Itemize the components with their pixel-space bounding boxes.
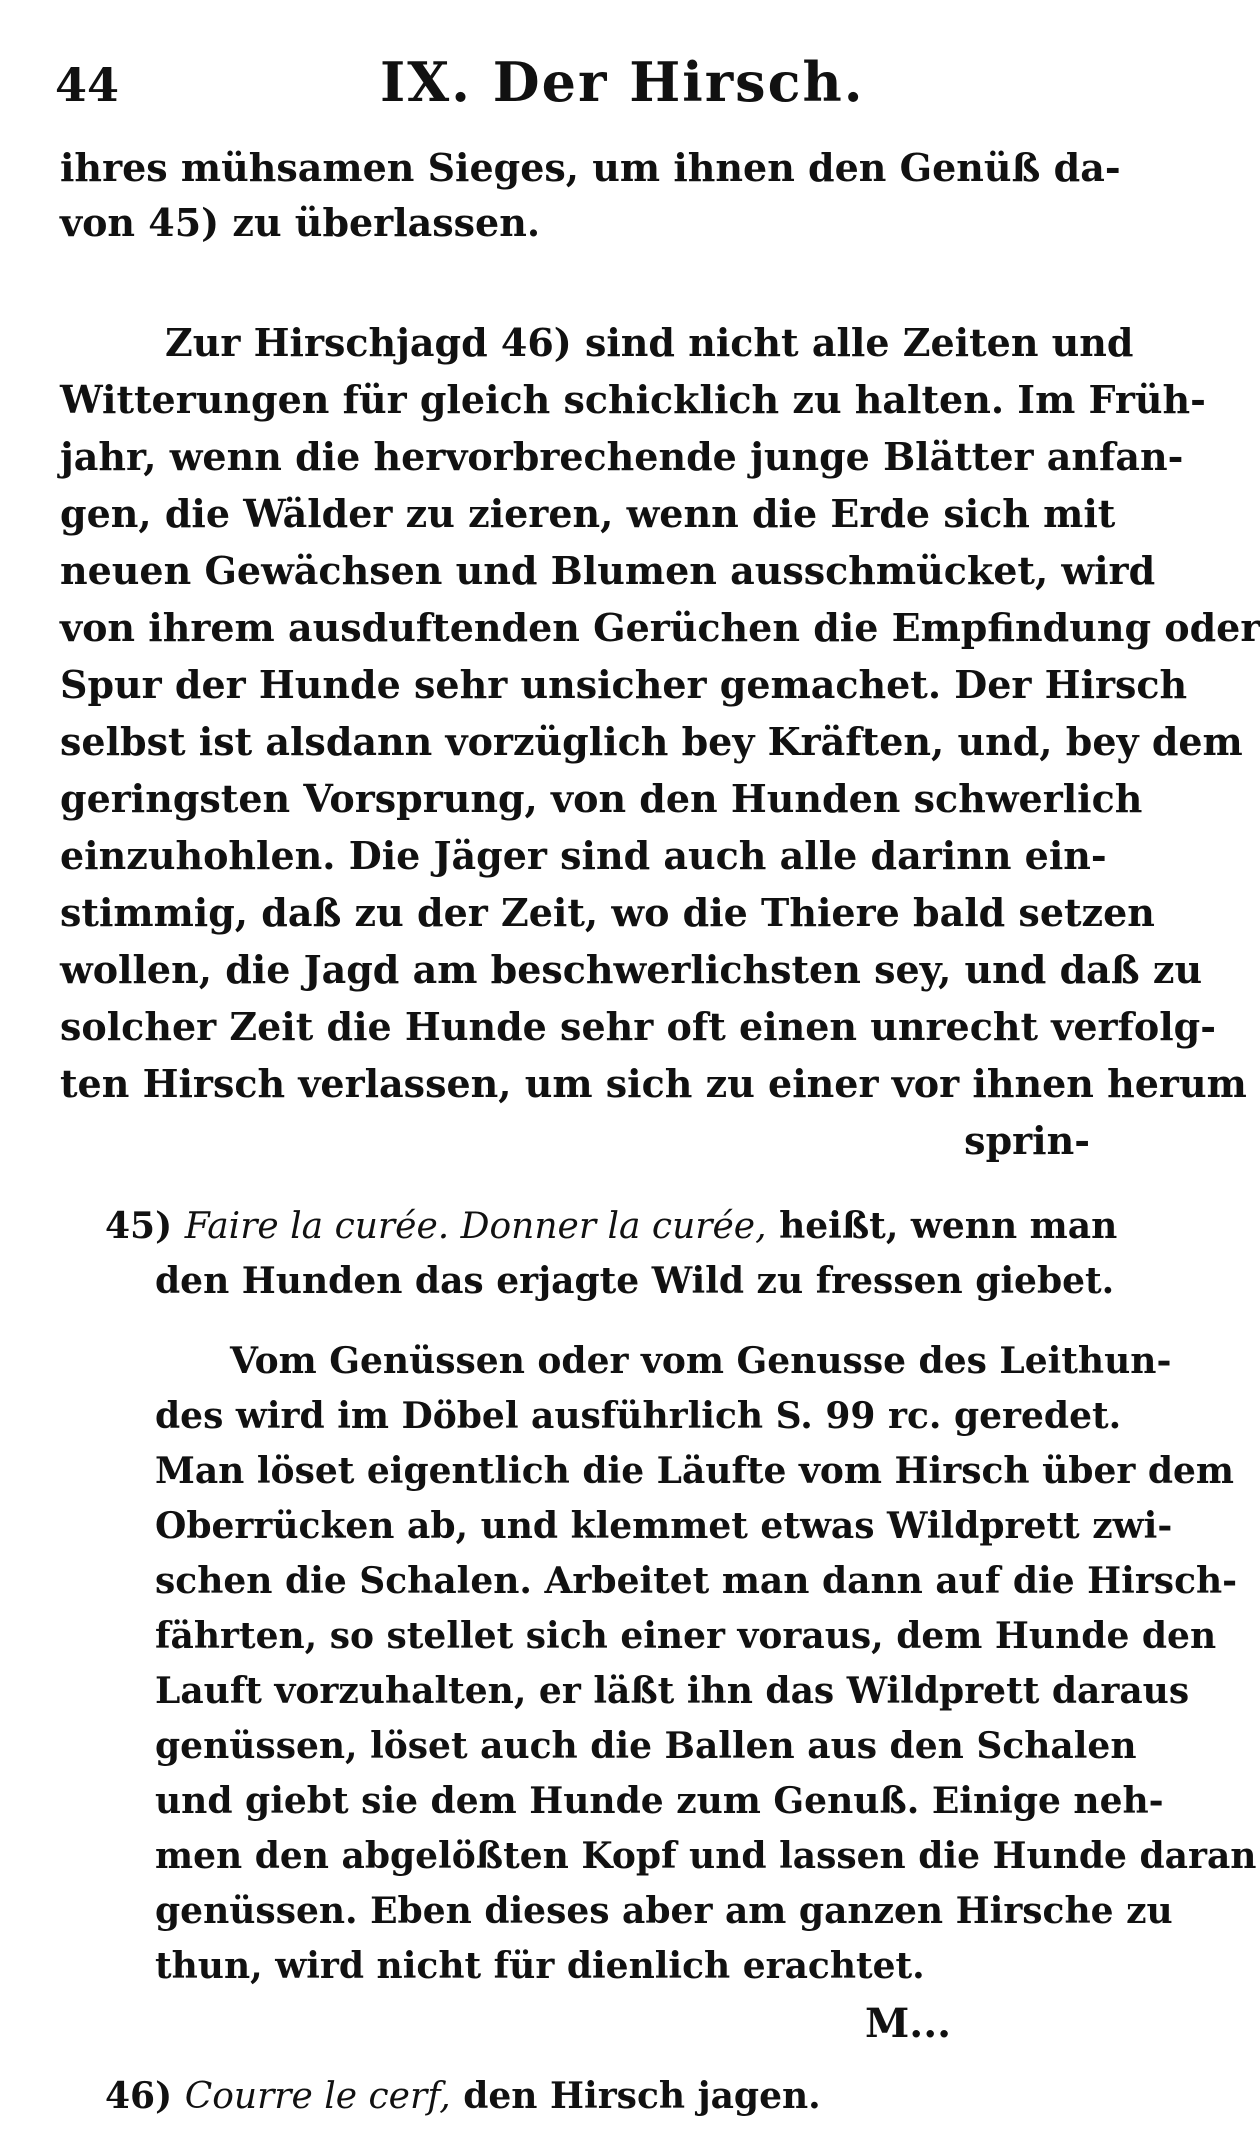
- chapter-title: IX. Der Hirsch.: [380, 50, 865, 114]
- footnote-italic: Faire la curée. Donner la curée,: [184, 1206, 767, 1247]
- catchword: sprin-: [964, 1118, 1090, 1163]
- page-number: 44: [55, 58, 120, 112]
- text-line: stimmig, daß zu der Zeit, wo die Thiere bald setzen: [60, 890, 1155, 935]
- footnote-text: heißt, wenn man: [779, 1205, 1118, 1247]
- text-line: Zur Hirschjagd 46) sind nicht alle Zeiten und: [165, 320, 1134, 365]
- text-line: ihres mühsamen Sieges, um ihnen den Genüß da-: [60, 145, 1121, 190]
- text-line: von ihrem ausduftenden Gerüchen die Empfindung oder: [60, 605, 1260, 650]
- text-line: ten Hirsch verlassen, um sich zu einer vor ihnen herum: [60, 1061, 1247, 1106]
- footnote-italic: Courre le cerf,: [184, 2076, 451, 2117]
- text-line: jahr, wenn die hervorbrechende junge Blätter anfan-: [60, 434, 1184, 479]
- text-line: wollen, die Jagd am beschwerlichsten sey, und daß zu: [60, 947, 1203, 992]
- text-line: selbst ist alsdann vorzüglich bey Kräften, und, bey dem: [60, 719, 1243, 764]
- footnote-line: men den abgelößten Kopf und lassen die Hunde daran: [155, 1835, 1257, 1877]
- text-line: einzuhohlen. Die Jäger sind auch alle darinn ein-: [60, 833, 1107, 878]
- footnote-line: und giebt sie dem Hunde zum Genuß. Einige neh-: [155, 1780, 1164, 1822]
- text-line: Witterungen für gleich schicklich zu halten. Im Früh-: [60, 377, 1206, 422]
- footnote-line: genüssen. Eben dieses aber am ganzen Hirsche zu: [155, 1890, 1173, 1932]
- footnote-45: [105, 1205, 1118, 1247]
- footnote-line: Man löset eigentlich die Läufte vom Hirsch über dem: [155, 1450, 1235, 1492]
- text-line: gen, die Wälder zu zieren, wenn die Erde sich mit: [60, 491, 1116, 536]
- footnote-marker: 46): [105, 2075, 173, 2117]
- text-line: von 45) zu überlassen.: [60, 200, 541, 245]
- footnote-line: des wird im Döbel ausführlich S. 99 rc. geredet.: [155, 1395, 1122, 1437]
- text-line: geringsten Vorsprung, von den Hunden schwerlich: [60, 776, 1143, 821]
- footnote-line: thun, wird nicht für dienlich erachtet.: [155, 1945, 925, 1987]
- footnote-line: genüssen, löset auch die Ballen aus den Schalen: [155, 1725, 1137, 1767]
- footnote-line: fährten, so stellet sich einer voraus, dem Hunde den: [155, 1615, 1217, 1657]
- footnote-line: Vom Genüssen oder vom Genusse des Leithun-: [230, 1340, 1172, 1382]
- text-line: neuen Gewächsen und Blumen ausschmücket, wird: [60, 548, 1156, 593]
- footnote-line: schen die Schalen. Arbeitet man dann auf die Hirsch-: [155, 1560, 1238, 1602]
- footnote-text: den Hirsch jagen.: [463, 2075, 821, 2117]
- text-line: Spur der Hunde sehr unsicher gemachet. Der Hirsch: [60, 662, 1188, 707]
- footnote-46: [105, 2075, 1090, 2117]
- text-line: solcher Zeit die Hunde sehr oft einen unrecht verfolg-: [60, 1004, 1216, 1049]
- footnote-line: den Hunden das erjagte Wild zu fressen giebet.: [155, 1260, 1115, 1302]
- catchword: M...: [865, 2000, 952, 2047]
- footnote-marker: 45): [105, 1205, 173, 1247]
- footnote-line: Lauft vorzuhalten, er läßt ihn das Wildprett daraus: [155, 1670, 1190, 1712]
- footnote-line: Oberrücken ab, und klemmet etwas Wildprett zwi-: [155, 1505, 1173, 1547]
